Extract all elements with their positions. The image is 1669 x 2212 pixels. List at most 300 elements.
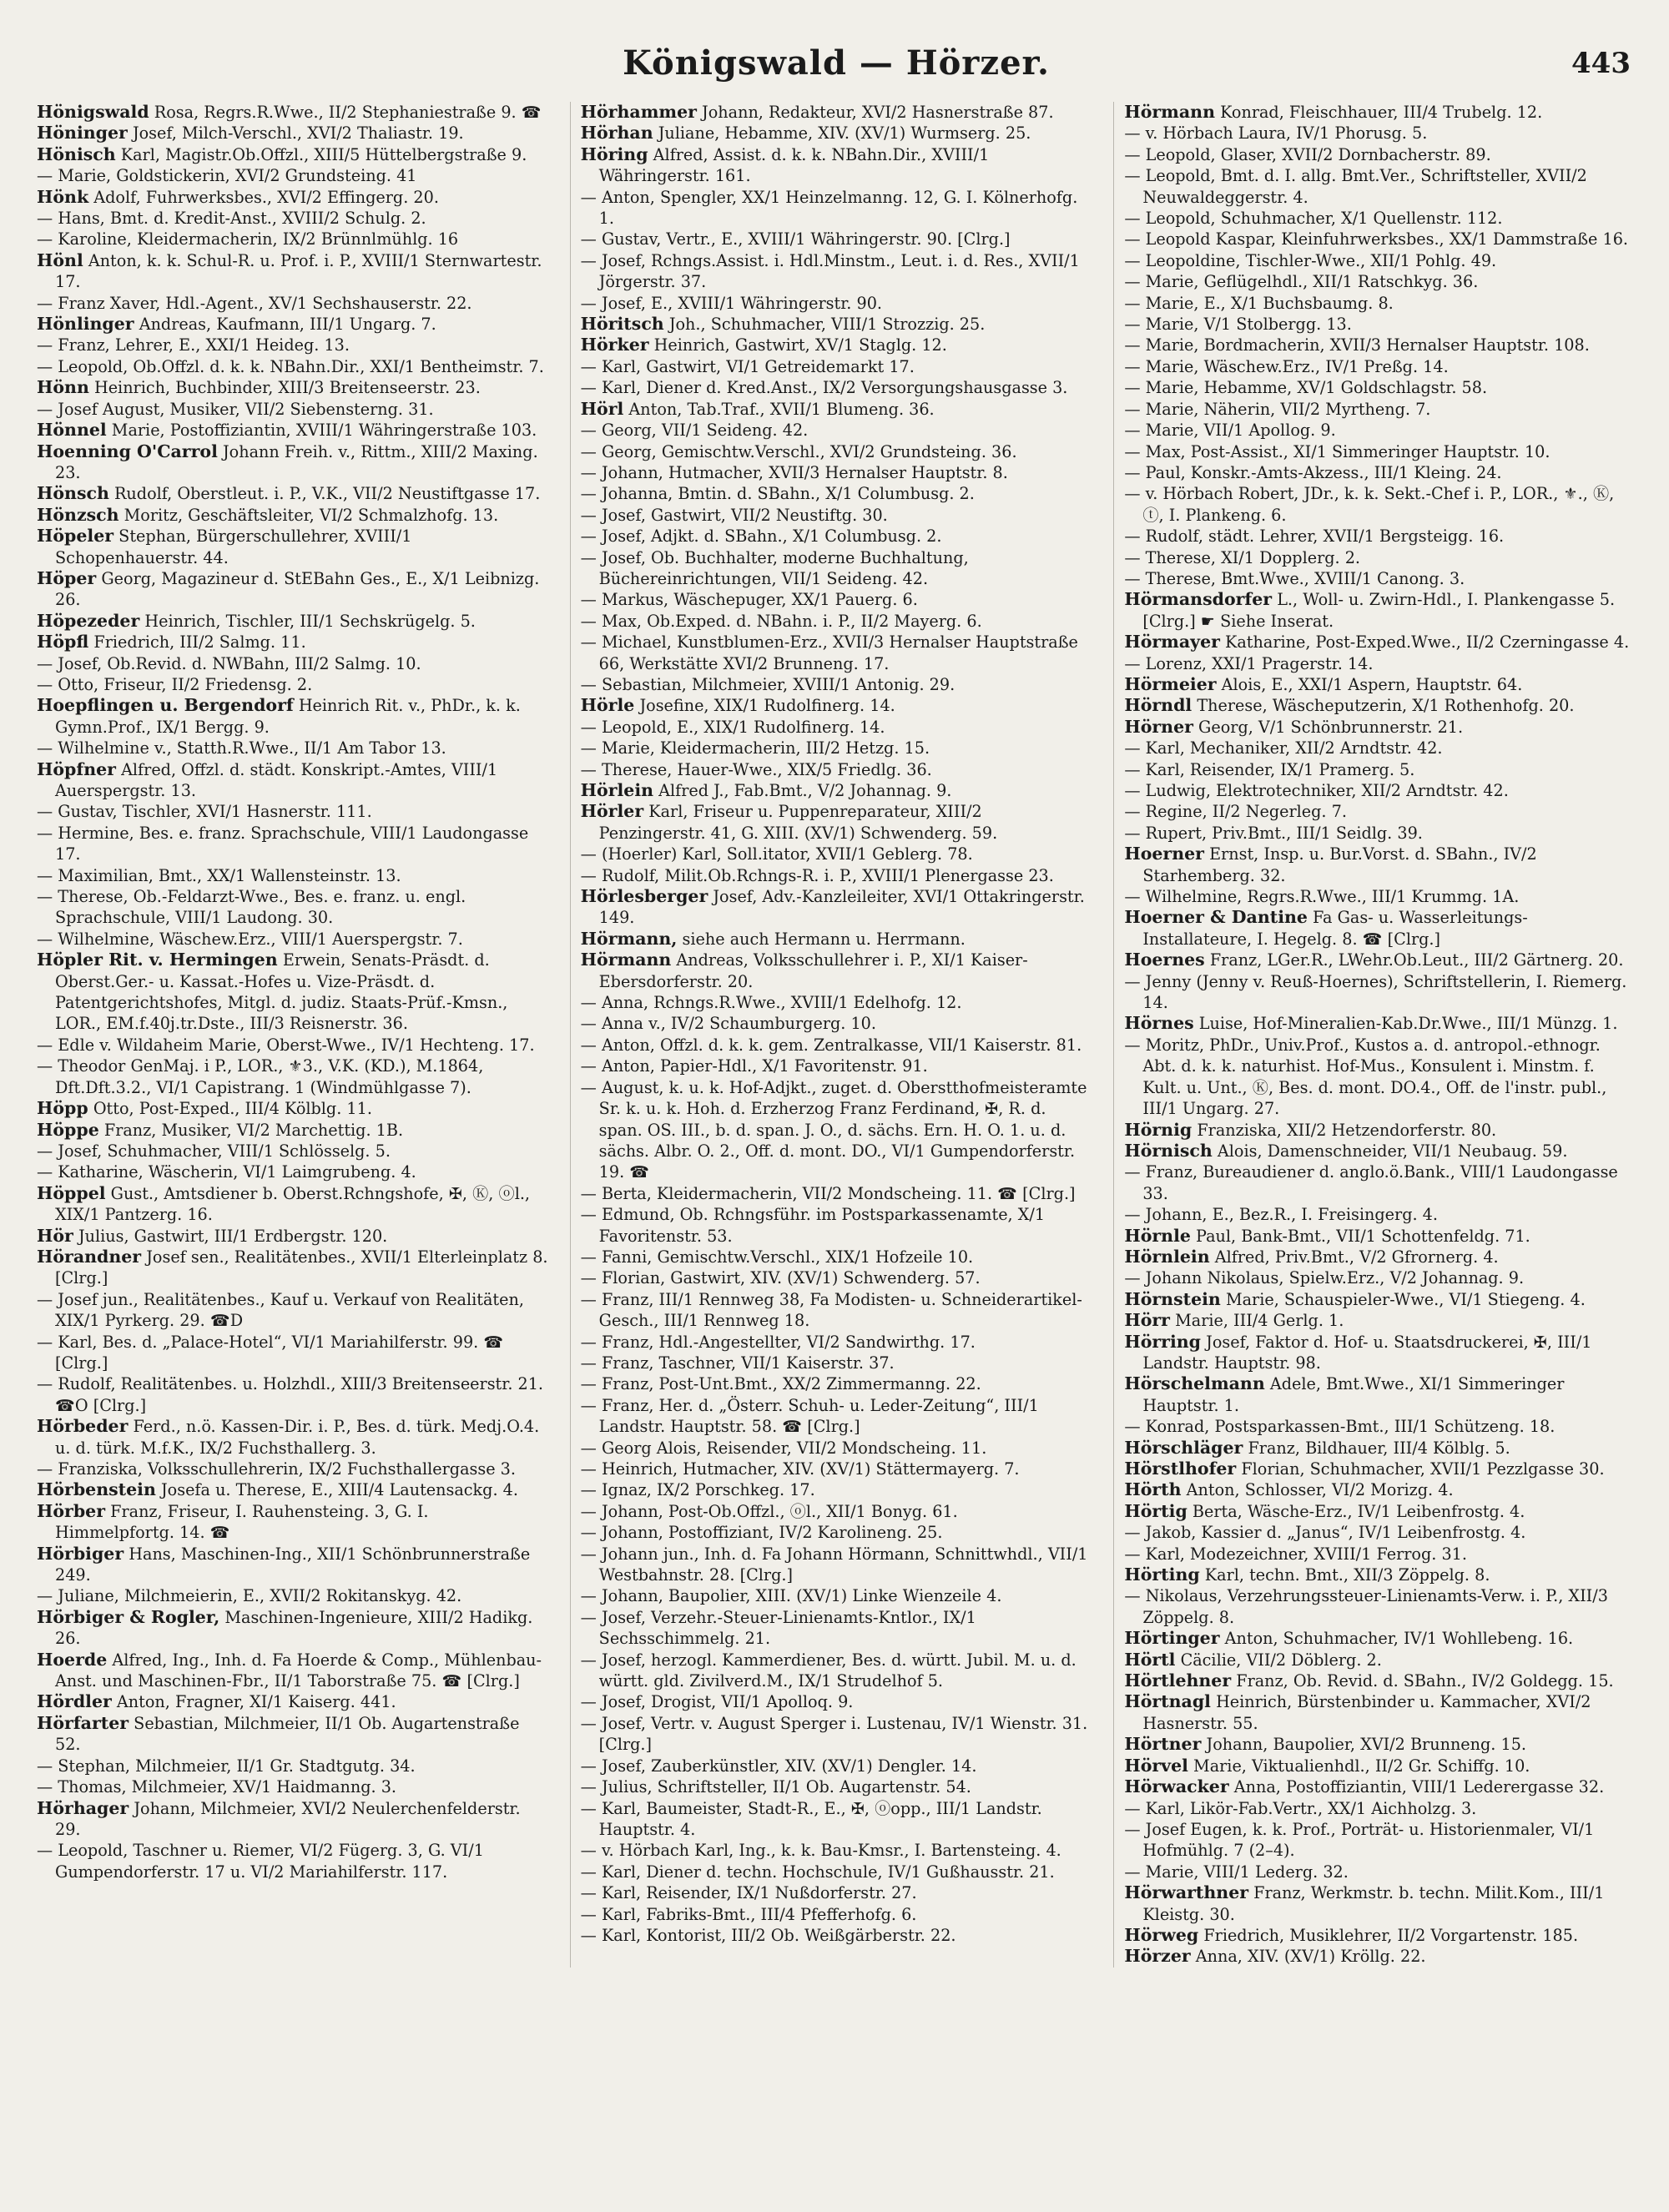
entry-details: Johann Freih. v., Rittm., XIII/2 Maxing. 23.: [55, 441, 538, 482]
directory-entry: [581, 526, 1092, 547]
entry-details: — Franz, Her. d. „Österr. Schuh- u. Leder-Zeitung“, III/1 Landstr. Hauptstr. 58. ☎ [Clrg.]: [580, 1395, 1039, 1437]
entry-details: Ferd., n.ö. Kassen-Dir. i. P., Bes. d. türk. Medj.O.4. u. d. türk. M.f.K., IX/2 Fuchsthallerg. 3.: [55, 1417, 540, 1458]
entry-details: Marie, III/4 Gerlg. 1.: [1175, 1311, 1344, 1331]
column-left: [37, 102, 548, 1968]
entry-surname: Hörmansdorfer: [1124, 589, 1273, 610]
entry-details: Rudolf, Oberstleut. i. P., V.K., VII/2 Neustiftgasse 17.: [113, 484, 541, 504]
entry-surname: Hördler: [37, 1691, 112, 1712]
directory-entry: [37, 1501, 548, 1544]
directory-entry: [581, 123, 1092, 144]
directory-entry: [581, 738, 1092, 758]
entry-surname: Hörbiger & Rogler,: [37, 1606, 220, 1627]
entry-details: — Leopold, Glaser, XVII/2 Dornbacherstr. 89.: [1124, 144, 1491, 164]
entry-details: — Wilhelmine v., Statth.R.Wwe., II/1 Am Tabor 13.: [37, 738, 446, 758]
directory-entry: [581, 420, 1092, 441]
directory-entry: [1124, 1459, 1636, 1479]
entry-details: — Konrad, Postsparkassen-Bmt., III/1 Schützeng. 18.: [1124, 1417, 1556, 1437]
entry-details: — Leopold, Ob.Offzl. d. k. k. NBahn.Dir., XXI/1 Bentheimstr. 7.: [37, 356, 544, 376]
directory-entry: [1124, 717, 1636, 738]
directory-entry: [1124, 1776, 1636, 1797]
entry-surname: Hörber: [37, 1500, 106, 1521]
directory-entry: [1124, 1161, 1636, 1204]
entry-details: — Karl, Reisender, IX/1 Pramerg. 5.: [1124, 759, 1415, 779]
entry-surname: Hoenning O'Carrol: [37, 441, 218, 461]
entry-details: — Josef, herzogl. Kammerdiener, Bes. d. württ. Jubil. M. u. d. württ. gld. Zivilverd.M., IX/1 Strudelhof 5.: [580, 1650, 1077, 1691]
directory-entry: [37, 356, 548, 377]
entry-details: Alois, Damenschneider, VII/1 Neubaug. 59.: [1217, 1141, 1568, 1161]
directory-entry: [1124, 123, 1636, 144]
entry-details: Florian, Schuhmacher, XVII/1 Pezzlgasse 30.: [1241, 1459, 1605, 1479]
directory-entry: [1124, 314, 1636, 335]
entry-details: — Max, Ob.Exped. d. NBahn. i. P., II/2 Mayerg. 6.: [580, 611, 982, 631]
entry-details: — Josef, Schuhmacher, VIII/1 Schlösselg. 5.: [37, 1141, 391, 1161]
entry-details: — Otto, Friseur, II/2 Friedensg. 2.: [37, 674, 313, 694]
entry-details: — Maximilian, Bmt., XX/1 Wallensteinstr. 13.: [37, 865, 401, 885]
directory-entry: [581, 950, 1092, 992]
directory-entry: [37, 1289, 548, 1332]
entry-surname: Höppe: [37, 1119, 99, 1140]
entry-details: Gust., Amtsdiener b. Oberst.Rchngshofe, ✠, Ⓚ, ⓞl., XIX/1 Pantzerg. 16.: [55, 1183, 531, 1225]
directory-entry: [581, 144, 1092, 187]
entry-details: — Johann jun., Inh. d. Fa Johann Hörmann, Schnittwhdl., VII/1 Westbahnstr. 28. [Clrg.]: [580, 1544, 1088, 1585]
directory-entry: [37, 568, 548, 611]
directory-entry: [1124, 250, 1636, 271]
entry-surname: Hörhammer: [580, 102, 697, 122]
entry-details: Stephan, Bürgerschullehrer, XVIII/1 Schopenhauerstr. 44.: [55, 527, 412, 567]
directory-entry: [581, 441, 1092, 462]
directory-entry: [1124, 1501, 1636, 1522]
page-header: [37, 43, 1636, 102]
directory-entry: [1124, 1670, 1636, 1691]
entry-details: — (Hoerler) Karl, Soll.itator, XVII/1 Geblerg. 78.: [580, 844, 973, 864]
directory-entry: [37, 1141, 548, 1161]
entry-details: — Josef, Adjkt. d. SBahn., X/1 Columbusg. 2.: [580, 527, 942, 547]
directory-entry: [581, 865, 1092, 886]
directory-entry: [581, 1267, 1092, 1288]
entry-surname: Hörnlein: [1124, 1246, 1210, 1267]
directory-entry: [1124, 1565, 1636, 1585]
directory-entry: [37, 526, 548, 568]
entry-details: — Johann Nikolaus, Spielw.Erz., V/2 Johannag. 9.: [1124, 1268, 1525, 1288]
entry-details: — Gustav, Tischler, XVI/1 Hasnerstr. 111.: [37, 802, 372, 822]
directory-entry: [1124, 1141, 1636, 1161]
directory-entry: [37, 144, 548, 165]
directory-entry: [1124, 462, 1636, 483]
directory-entry: [37, 929, 548, 950]
directory-entry: [37, 1183, 548, 1226]
entry-details: — Leopold, Bmt. d. I. allg. Bmt.Ver., Schriftsteller, XVII/2 Neuwaldeggerstr. 4.: [1124, 166, 1587, 207]
entry-details: Karl, Magistr.Ob.Offzl., XIII/5 Hüttelbergstraße 9.: [120, 144, 527, 164]
directory-entry: [37, 1544, 548, 1586]
entry-details: Josef sen., Realitätenbes., XVII/1 Elterleinplatz 8. [Clrg.]: [55, 1247, 548, 1288]
entry-details: — Karoline, Kleidermacherin, IX/2 Brünnlmühlg. 16: [37, 229, 459, 249]
directory-entry: [1124, 356, 1636, 377]
entry-details: Franz, Bildhauer, III/4 Kölblg. 5.: [1248, 1438, 1510, 1458]
directory-entry: [1124, 1522, 1636, 1543]
directory-entry: [37, 1756, 548, 1776]
entry-surname: Hörmeier: [1124, 673, 1217, 694]
directory-entry: [1124, 1544, 1636, 1565]
entry-surname: Hörlein: [580, 780, 654, 800]
entry-details: — Sebastian, Milchmeier, XVIII/1 Antonig. 29.: [580, 674, 956, 694]
directory-entry: [581, 1776, 1092, 1797]
directory-entry: [581, 102, 1092, 123]
entry-details: Josef, Milch-Verschl., XVI/2 Thaliastr. 19.: [132, 123, 464, 144]
entry-details: Josefa u. Therese, E., XIII/4 Lautensackg. 4.: [160, 1480, 518, 1500]
entry-surname: Höpezeder: [37, 610, 140, 631]
directory-entry: [581, 250, 1092, 293]
entry-details: L., Woll- u. Zwirn-Hdl., I. Plankengasse 5. [Clrg.] ☛ Siehe Inserat.: [1142, 590, 1616, 631]
directory-entry: [581, 1395, 1092, 1438]
entry-details: — Karl, Mechaniker, XII/2 Arndtstr. 42.: [1124, 738, 1443, 758]
directory-entry: [37, 1226, 548, 1247]
entry-details: Franz, LGer.R., LWehr.Ob.Leut., III/2 Gärtnerg. 20.: [1209, 950, 1624, 970]
directory-entry: [1124, 589, 1636, 632]
directory-entry: [1124, 293, 1636, 314]
entry-surname: Hörring: [1124, 1331, 1202, 1352]
directory-entry: [37, 1098, 548, 1119]
directory-entry: [581, 1077, 1092, 1183]
entry-surname: Hörle: [580, 695, 635, 716]
entry-details: — Michael, Kunstblumen-Erz., XVII/3 Hernalser Hauptstraße 66, Werkstätte XVI/2 Brunneng. 17.: [580, 632, 1078, 673]
entry-details: — Marie, E., X/1 Buchsbaumg. 8.: [1124, 293, 1394, 313]
directory-entry: [37, 1585, 548, 1606]
entry-details: — Rudolf, städt. Lehrer, XVII/1 Bergsteigg. 16.: [1124, 527, 1505, 547]
directory-entry: [37, 674, 548, 695]
directory-entry: [37, 1035, 548, 1056]
directory-entry: [37, 950, 548, 1035]
directory-entry: [1124, 1862, 1636, 1882]
directory-entry: [37, 1798, 548, 1841]
entry-details: Alfred J., Fab.Bmt., V/2 Johannag. 9.: [658, 781, 952, 800]
entry-details: — Josef, Verzehr.-Steuer-Linienamts-Kntlor., IX/1 Sechsschimmelg. 21.: [580, 1607, 976, 1649]
entry-details: Marie, Postoffiziantin, XVIII/1 Währingerstraße 103.: [111, 421, 537, 441]
directory-entry: [1124, 377, 1636, 398]
entry-details: — Josef, Ob. Buchhalter, moderne Buchhaltung, Büchereinrichtungen, VII/1 Seideng. 42.: [580, 547, 969, 588]
entry-details: — Anton, Papier-Hdl., X/1 Favoritenstr. 91.: [580, 1056, 928, 1076]
entry-details: — Marie, Hebamme, XV/1 Goldschlagstr. 58.: [1124, 378, 1488, 398]
directory-entry: [1124, 632, 1636, 653]
entry-details: — Leopold, Taschner u. Riemer, VI/2 Fügerg. 3, G. VI/1 Gumpendorferstr. 17 u. VI/2 Mariahilferstr. 117.: [37, 1841, 484, 1882]
directory-entry: [37, 865, 548, 886]
directory-entry: [581, 886, 1092, 929]
directory-entry: [1124, 780, 1636, 801]
directory-entry: [581, 1882, 1092, 1903]
entry-details: Anton, Tab.Traf., XVII/1 Blumeng. 36.: [628, 399, 935, 419]
directory-entry: [1124, 420, 1636, 441]
entry-details: Alfred, Offzl. d. städt. Konskript.-Amtes, VIII/1 Auerspergstr. 13.: [55, 759, 498, 800]
entry-details: — Karl, Modezeichner, XVIII/1 Ferrog. 31.: [1124, 1544, 1467, 1564]
entry-details: — Franziska, Volksschullehrerin, IX/2 Fuchsthallergasse 3.: [37, 1459, 516, 1479]
entry-details: — Marie, VIII/1 Lederg. 32.: [1124, 1862, 1349, 1882]
entry-details: — Juliane, Milchmeierin, E., XVII/2 Rokitanskyg. 42.: [37, 1586, 462, 1606]
entry-details: Andreas, Volksschullehrer i. P., XI/1 Kaiser-Ebersdorferstr. 20.: [598, 950, 1028, 991]
entry-details: — Franz, Bureaudiener d. anglo.ö.Bank., VIII/1 Laudongasse 33.: [1124, 1162, 1618, 1203]
entry-details: — Josef August, Musiker, VII/2 Siebensterng. 31.: [37, 399, 434, 419]
directory-entry: [581, 462, 1092, 483]
entry-surname: Hörth: [1124, 1479, 1182, 1500]
entry-details: Anna, XIV. (XV/1) Kröllg. 22.: [1195, 1947, 1426, 1967]
entry-details: — Franz, Post-Unt.Bmt., XX/2 Zimmermanng. 22.: [580, 1374, 981, 1394]
directory-entry: [581, 992, 1092, 1013]
entry-details: — Marie, Wäschew.Erz., IV/1 Preßg. 14.: [1124, 356, 1449, 376]
directory-entry: [37, 695, 548, 738]
directory-entry: [581, 759, 1092, 780]
entry-surname: Hörtlehner: [1124, 1670, 1232, 1691]
directory-entry: [37, 208, 548, 229]
entry-details: — Josef, Gastwirt, VII/2 Neustiftg. 30.: [580, 505, 888, 525]
entry-details: — Therese, XI/1 Dopplerg. 2.: [1124, 547, 1361, 567]
entry-surname: Hönnel: [37, 420, 107, 441]
directory-entry: [37, 250, 548, 293]
entry-details: — Hermine, Bes. e. franz. Sprachschule, VIII/1 Laudongasse 17.: [37, 823, 529, 864]
entry-details: — Franz, III/1 Rennweg 38, Fa Modisten- u. Schneiderartikel-Gesch., III/1 Rennweg 18.: [580, 1289, 1082, 1331]
directory-entry: [581, 1438, 1092, 1459]
entry-details: — Moritz, PhDr., Univ.Prof., Kustos a. d. antropol.-ethnogr. Abt. d. k. k. naturhist. Hof-Mus., Konsulent i. Minstm. f. Kult. u. Unt., Ⓚ, Bes. d. mont. DO.4., Off. de l'instr. publ., III/1 Ungarg. 27.: [1124, 1035, 1607, 1119]
entry-details: — Marie, Näherin, VII/2 Myrtheng. 7.: [1124, 399, 1431, 419]
directory-entry: [37, 1247, 548, 1289]
directory-entry: [581, 780, 1092, 801]
directory-entry: [37, 1332, 548, 1374]
directory-entry: [581, 1035, 1092, 1056]
entry-surname: Hörnes: [1124, 1013, 1194, 1034]
directory-entry: [37, 314, 548, 335]
entry-details: — Katharine, Wäscherin, VI/1 Laimgrubeng. 4.: [37, 1162, 416, 1182]
entry-surname: Hör: [37, 1225, 73, 1246]
entry-details: — Wilhelmine, Wäschew.Erz., VIII/1 Auerspergstr. 7.: [37, 929, 463, 949]
directory-entry: [37, 1120, 548, 1141]
entry-surname: Hörschläger: [1124, 1437, 1243, 1458]
entry-details: — Karl, Diener d. techn. Hochschule, IV/1 Gußhausstr. 21.: [580, 1862, 1055, 1882]
directory-entry: [1124, 271, 1636, 292]
directory-entry: [37, 123, 548, 144]
entry-details: — Johann, Baupolier, XIII. (XV/1) Linke Wienzeile 4.: [580, 1586, 1002, 1606]
entry-details: — Stephan, Milchmeier, II/1 Gr. Stadtgutg. 34.: [37, 1756, 416, 1776]
directory-entry: [1124, 950, 1636, 970]
directory-entry: [581, 314, 1092, 335]
directory-entry: [581, 717, 1092, 738]
entry-details: — Johann, Hutmacher, XVII/3 Hernalser Hauptstr. 8.: [580, 462, 1008, 482]
entry-surname: Hörwarthner: [1124, 1882, 1249, 1903]
directory-entry: [1124, 1756, 1636, 1776]
directory-entry: [581, 589, 1092, 610]
directory-entry: [1124, 674, 1636, 695]
entry-details: Adolf, Fuhrwerksbes., XVI/2 Effingerg. 20.: [93, 187, 439, 207]
entry-details: Franziska, XII/2 Hetzendorferstr. 80.: [1197, 1120, 1497, 1140]
directory-entry: [581, 1607, 1092, 1650]
directory-entry: [581, 1353, 1092, 1373]
directory-entry: [37, 1161, 548, 1182]
directory-entry: [1124, 1035, 1636, 1120]
directory-entry: [37, 293, 548, 314]
entry-surname: Hörtinger: [1124, 1628, 1220, 1649]
entry-details: siehe auch Hermann u. Herrmann.: [682, 929, 966, 949]
entry-details: Alfred, Assist. d. k. k. NBahn.Dir., XVIII/1 Währingerstr. 161.: [598, 144, 990, 186]
directory-entry: [1124, 1310, 1636, 1331]
directory-entry: [1124, 1226, 1636, 1247]
entry-details: Anna, Postoffiziantin, VIII/1 Lederergasse 32.: [1233, 1777, 1605, 1797]
entry-details: — Ludwig, Elektrotechniker, XII/2 Arndtstr. 42.: [1124, 781, 1509, 800]
entry-details: — Marie, Geflügelhdl., XII/1 Ratschkyg. 36.: [1124, 272, 1479, 292]
entry-surname: Hörnig: [1124, 1119, 1193, 1140]
entry-details: Franz, Friseur, I. Rauhensteing. 3, G. I. Himmelpfortg. 14. ☎: [55, 1501, 429, 1543]
directory-entry: [581, 929, 1092, 950]
directory-entry: [581, 844, 1092, 864]
directory-entry: [37, 187, 548, 208]
entry-details: — Edle v. Wildaheim Marie, Oberst-Wwe., IV/1 Hechteng. 17.: [37, 1035, 535, 1055]
entry-surname: Hoerner & Dantine: [1124, 907, 1308, 928]
directory-entry: [37, 1459, 548, 1479]
directory-entry: [1124, 1734, 1636, 1755]
entry-details: — Marie, Bordmacherin, XVII/3 Hernalser Hauptstr. 108.: [1124, 335, 1590, 355]
entry-surname: Hönigswald: [37, 102, 149, 122]
directory-entry: [1124, 208, 1636, 229]
directory-entry: [37, 420, 548, 441]
directory-entry: [37, 1479, 548, 1500]
directory-entry: [1124, 165, 1636, 208]
directory-entry: [581, 1332, 1092, 1353]
directory-entry: [1124, 1628, 1636, 1649]
directory-entry: [581, 1247, 1092, 1267]
entry-details: — Johann, Post-Ob.Offzl., ⓞl., XII/1 Bonyg. 61.: [580, 1501, 958, 1521]
directory-entry: [581, 399, 1092, 420]
entry-details: — v. Hörbach Laura, IV/1 Phorusg. 5.: [1124, 123, 1428, 144]
entry-details: — Karl, Fabriks-Bmt., III/4 Pfefferhofg. 6.: [580, 1904, 917, 1924]
directory-entry: [581, 293, 1092, 314]
directory-entry: [581, 1501, 1092, 1522]
directory-entry: [581, 1840, 1092, 1861]
directory-entry: [1124, 1946, 1636, 1967]
directory-entry: [581, 505, 1092, 526]
directory-entry: [581, 1798, 1092, 1841]
directory-entry: [581, 377, 1092, 398]
entry-details: Hans, Maschinen-Ing., XII/1 Schönbrunnerstraße 249.: [55, 1544, 531, 1585]
directory-entry: [1124, 1438, 1636, 1459]
entry-details: Alfred, Priv.Bmt., V/2 Gfrornerg. 4.: [1214, 1247, 1499, 1267]
directory-entry: [581, 1459, 1092, 1479]
directory-entry: [581, 1544, 1092, 1586]
directory-entry: [581, 1862, 1092, 1882]
entry-details: — Rudolf, Realitätenbes. u. Holzhdl., XIII/3 Breitenseerstr. 21. ☎O [Clrg.]: [37, 1374, 544, 1415]
directory-entry: [1124, 695, 1636, 716]
entry-details: Alfred, Ing., Inh. d. Fa Hoerde & Comp., Mühlenbau-Anst. und Maschinen-Fbr., II/1 Taborstraße 75. ☎ [Clrg.]: [55, 1650, 542, 1691]
entry-details: — Josef, Rchngs.Assist. i. Hdl.Minstm., Leut. i. d. Res., XVII/1 Jörgerstr. 37.: [580, 250, 1080, 292]
entry-details: — Leopold, E., XIX/1 Rudolfinerg. 14.: [580, 717, 885, 737]
directory-entry: [581, 1756, 1092, 1776]
entry-details: — Josef jun., Realitätenbes., Kauf u. Verkauf von Realitäten, XIX/1 Pyrkerg. 29. ☎D: [37, 1289, 524, 1331]
directory-entry: [581, 801, 1092, 844]
entry-details: — Heinrich, Hutmacher, XIV. (XV/1) Stättermayerg. 7.: [580, 1459, 1020, 1479]
directory-entry: [1124, 907, 1636, 950]
entry-details: — Wilhelmine, Regrs.R.Wwe., III/1 Krummg. 1A.: [1124, 887, 1520, 907]
entry-details: — Therese, Bmt.Wwe., XVIII/1 Canong. 3.: [1124, 568, 1465, 588]
entry-details: — Nikolaus, Verzehrungssteuer-Linienamts-Verw. i. P., XII/3 Zöppelg. 8.: [1124, 1586, 1608, 1627]
directory-columns: [37, 102, 1636, 1968]
entry-details: — Josef, Ob.Revid. d. NWBahn, III/2 Salmg. 10.: [37, 653, 421, 673]
directory-entry: [1124, 1332, 1636, 1374]
directory-entry: [581, 483, 1092, 504]
entry-details: Heinrich Rit. v., PhDr., k. k. Gymn.Prof., IX/1 Bergg. 9.: [55, 696, 521, 737]
entry-details: Johann, Redakteur, XVI/2 Hasnerstraße 87.: [702, 103, 1054, 122]
entry-surname: Hörlesberger: [580, 886, 708, 907]
entry-details: Berta, Wäsche-Erz., IV/1 Leibenfrostg. 4.: [1192, 1501, 1525, 1521]
entry-surname: Hörnstein: [1124, 1288, 1221, 1309]
entry-details: Adele, Bmt.Wwe., XI/1 Simmeringer Hauptstr. 1.: [1142, 1374, 1565, 1415]
entry-details: Franz, Musiker, VI/2 Marchettig. 1B.: [103, 1120, 404, 1140]
entry-surname: Hörnle: [1124, 1225, 1191, 1246]
directory-entry: [581, 1289, 1092, 1332]
entry-surname: Hoepflingen u. Bergendorf: [37, 695, 294, 716]
directory-entry: [1124, 1289, 1636, 1310]
directory-entry: [1124, 1479, 1636, 1500]
directory-entry: [581, 1585, 1092, 1606]
entry-details: — v. Hörbach Karl, Ing., k. k. Bau-Kmsr., I. Bartensteing. 4.: [580, 1841, 1061, 1861]
directory-entry: [1124, 1798, 1636, 1819]
entry-details: — Georg Alois, Reisender, VII/2 Mondscheing. 11.: [580, 1438, 987, 1458]
directory-entry: [1124, 653, 1636, 674]
entry-surname: Hörhager: [37, 1797, 129, 1818]
entry-details: — August, k. u. k. Hof-Adjkt., zuget. d. Oberstthofmeisteramte Sr. k. u. k. Hoh. d. Erzherzog Franz Ferdinand, ✠, R. d. span. OS. III., b. d. span. J. O., d. sächs. Ern. H. O. 1. u. d. sächs. Albr. O. 2., Off. d. mont. DO., VI/1 Gumpendorferstr. 19. ☎: [580, 1077, 1087, 1182]
entry-details: Therese, Wäscheputzerin, X/1 Rothenhofg. 20.: [1197, 696, 1575, 716]
entry-details: — Karl, Baumeister, Stadt-R., E., ✠, ⓞopp., III/1 Landstr. Hauptstr. 4.: [580, 1798, 1042, 1839]
entry-details: Anton, Schlosser, VI/2 Morizg. 4.: [1186, 1480, 1454, 1500]
entry-surname: Hörbenstein: [37, 1479, 156, 1500]
entry-details: Fa Gas- u. Wasserleitungs-Installateure, I. Hegelg. 8. ☎ [Clrg.]: [1142, 908, 1528, 949]
entry-details: — Therese, Ob.-Feldarzt-Wwe., Bes. e. franz. u. engl. Sprachschule, VIII/1 Laudong. 30.: [37, 887, 466, 928]
entry-details: Heinrich, Gastwirt, XV/1 Staglg. 12.: [653, 335, 947, 355]
entry-details: — v. Hörbach Robert, JDr., k. k. Sekt.-Chef i. P., LOR., ⚜., Ⓚ, ⓣ, I. Plankeng. 6.: [1124, 484, 1615, 525]
directory-entry: [581, 1925, 1092, 1946]
entry-details: — Karl, Gastwirt, VI/1 Getreidemarkt 17.: [580, 356, 915, 376]
column-right: [1113, 102, 1636, 1968]
directory-entry: [37, 102, 548, 123]
directory-entry: [37, 653, 548, 674]
entry-surname: Hörvel: [1124, 1755, 1188, 1776]
directory-entry: [581, 611, 1092, 632]
directory-entry: [37, 738, 548, 758]
entry-details: — Karl, Likör-Fab.Vertr., XX/1 Aichholzg. 3.: [1124, 1798, 1477, 1818]
entry-details: — Karl, Diener d. Kred.Anst., IX/2 Versorgungshausgasse 3.: [580, 378, 1068, 398]
entry-details: — Leopold Kaspar, Kleinfuhrwerksbes., XX/1 Dammstraße 16.: [1124, 229, 1629, 249]
entry-details: Sebastian, Milchmeier, II/1 Ob. Augartenstraße 52.: [55, 1713, 520, 1755]
entry-surname: Höpfl: [37, 632, 89, 653]
entry-surname: Hörmann: [1124, 102, 1215, 122]
entry-surname: Hörndl: [1124, 695, 1193, 716]
entry-details: — Lorenz, XXI/1 Pragerstr. 14.: [1124, 653, 1374, 673]
entry-details: Marie, Viktualienhdl., II/2 Gr. Schiffg. 10.: [1193, 1756, 1530, 1776]
directory-entry: [581, 335, 1092, 355]
entry-details: — Franz, Hdl.-Angestellter, VI/2 Sandwirthg. 17.: [580, 1332, 976, 1352]
entry-surname: Hörmann,: [580, 928, 678, 949]
entry-details: — Jakob, Kassier d. „Janus“, IV/1 Leibenfrostg. 4.: [1124, 1523, 1526, 1543]
directory-entry: [37, 165, 548, 186]
entry-details: — Josef, Drogist, VII/1 Apolloq. 9.: [580, 1692, 854, 1712]
running-head: Königswald — Hörzer.: [623, 43, 1050, 83]
entry-details: Franz, Ob. Revid. d. SBahn., IV/2 Goldegg. 15.: [1236, 1671, 1614, 1691]
entry-surname: Hörker: [580, 335, 649, 355]
directory-entry: [37, 1650, 548, 1692]
entry-details: — Rupert, Priv.Bmt., III/1 Seidlg. 39.: [1124, 823, 1423, 843]
entry-details: — Johann, E., Bez.R., I. Freisingerg. 4.: [1124, 1205, 1438, 1225]
directory-entry: [1124, 1204, 1636, 1225]
directory-entry: [1124, 886, 1636, 907]
directory-entry: [37, 1056, 548, 1098]
directory-entry: [1124, 1585, 1636, 1628]
directory-entry: [1124, 738, 1636, 758]
entry-details: — Johann, Postoffiziant, IV/2 Karolineng. 25.: [580, 1523, 943, 1543]
directory-entry: [1124, 1650, 1636, 1670]
entry-details: Moritz, Geschäftsleiter, VI/2 Schmalzhofg. 13.: [124, 505, 499, 525]
